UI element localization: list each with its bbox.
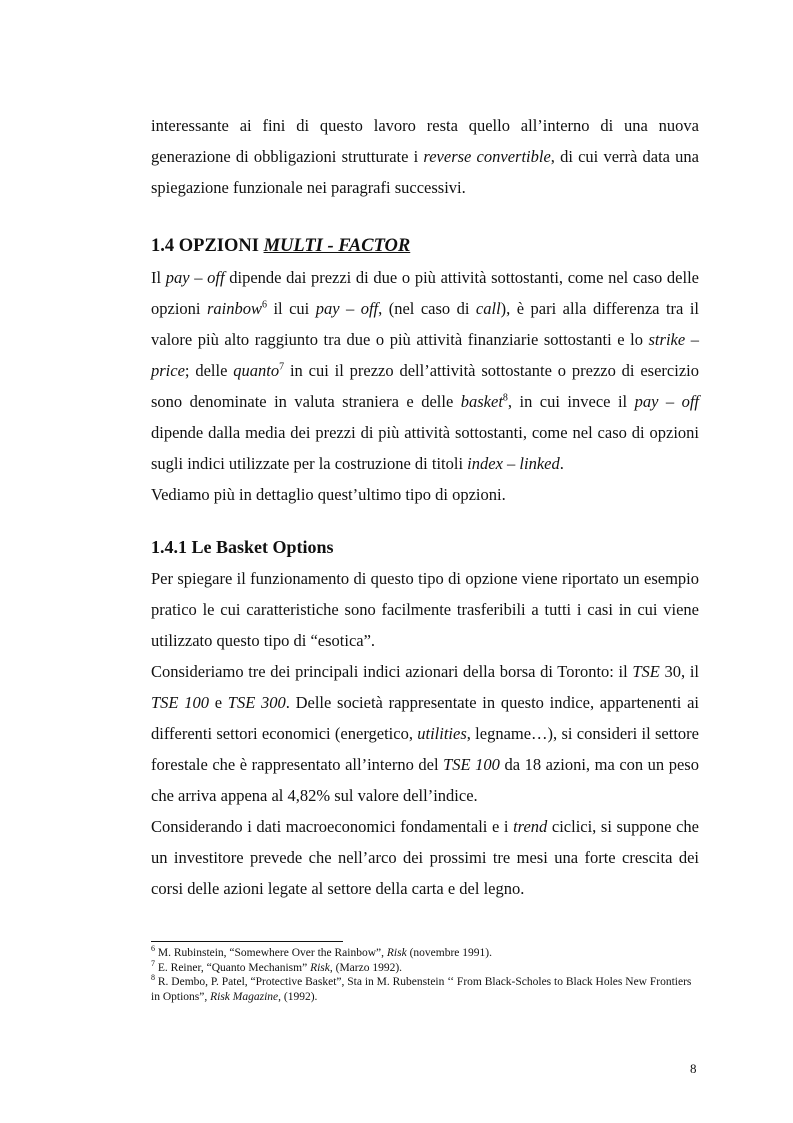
basket-intro-text: Per spiegare il funzionamento di questo tipo di opzione viene riportato un esempio pratico le cui caratteristiche sono facilmente trasferibili a tutti i casi in cui viene utilizzato questo tipo di “esotica”. bbox=[151, 569, 699, 650]
subsection-heading bbox=[151, 535, 699, 559]
page-number: 8 bbox=[690, 1061, 697, 1076]
footnote-ref-6: 6 bbox=[261, 299, 267, 311]
subsection-body bbox=[151, 563, 699, 904]
footnote-separator bbox=[151, 941, 343, 942]
toronto-indices-text: Consideriamo tre dei principali indici azionari della borsa di Toronto: il TSE 30, il TSE 100 e TSE 300. Delle società rappresentate in questo indice, appartenenti ai differenti settori economici (energetico, utilities, legname…), si consideri il settore forestale che è rappresentato all’interno del TSE 100 da 18 azioni, ma con un peso che arriva appena al 4,82% sul valore dell’indice. bbox=[151, 662, 699, 805]
footnote-8: $^8$ R. Dembo, P. Patel, “Protective Basket”, Sta in M. Rubenstein ‘‘ From Black-Scholes to Black Holes New Frontiers in Options”, Risk Magazine, (1992). bbox=[151, 973, 692, 1003]
footnote-ref-7: 7 bbox=[279, 361, 285, 373]
section-title: 1.4 OPZIONI MULTI - FACTOR bbox=[151, 236, 411, 256]
footnotes bbox=[151, 946, 699, 1004]
footnote-ref-8: 8 bbox=[502, 392, 508, 404]
section-heading bbox=[151, 234, 699, 258]
subsection-title: 1.4.1 Le Basket Options bbox=[151, 537, 334, 557]
investor-scenario-text: Considerando i dati macroeconomici fondamentali e i trend ciclici, si suppone che un investitore prevede che nell’arco dei prossimi tre mesi una forte crescita dei corsi delle azioni legate al settore della carta e del legno. bbox=[151, 817, 699, 898]
intro-paragraph bbox=[151, 110, 699, 203]
intro-text: interessante ai fini di questo lavoro resta quello all’interno di una nuova generazione di obbligazioni strutturate i reverse convertible, di cui verrà data una spiegazione funzionale nei paragrafi successivi. bbox=[151, 116, 700, 197]
footnote-7: $^7$ E. Reiner, “Quanto Mechanism” Risk, (Marzo 1992). bbox=[151, 958, 403, 974]
section-paragraph bbox=[151, 262, 699, 510]
footnote-6: $^6$ M. Rubinstein, “Somewhere Over the Rainbow”, Risk (novembre 1991). bbox=[151, 944, 492, 959]
multi-factor-text: Il pay – off dipende dai prezzi di due o più attività sottostanti, come nel caso delle opzioni rainbow$^6$ il cui pay – off, (nel caso di call), è pari alla differenza tra il valore più alto raggiunto tra due o più attività finanziarie sottostanti e lo strike – price; delle quanto$^7$ in cui il prezzo dell’attività sottostante o prezzo di esercizio sono denominate in valuta straniera e delle basket$^8$, in cui invece il pay – off dipende dalla media dei prezzi di più attività sottostanti, come nel caso di opzioni sugli indici utilizzate per la costruzione di titoli index – linked. Vediamo più in dettaglio quest’ultimo tipo di opzioni. bbox=[151, 268, 700, 504]
